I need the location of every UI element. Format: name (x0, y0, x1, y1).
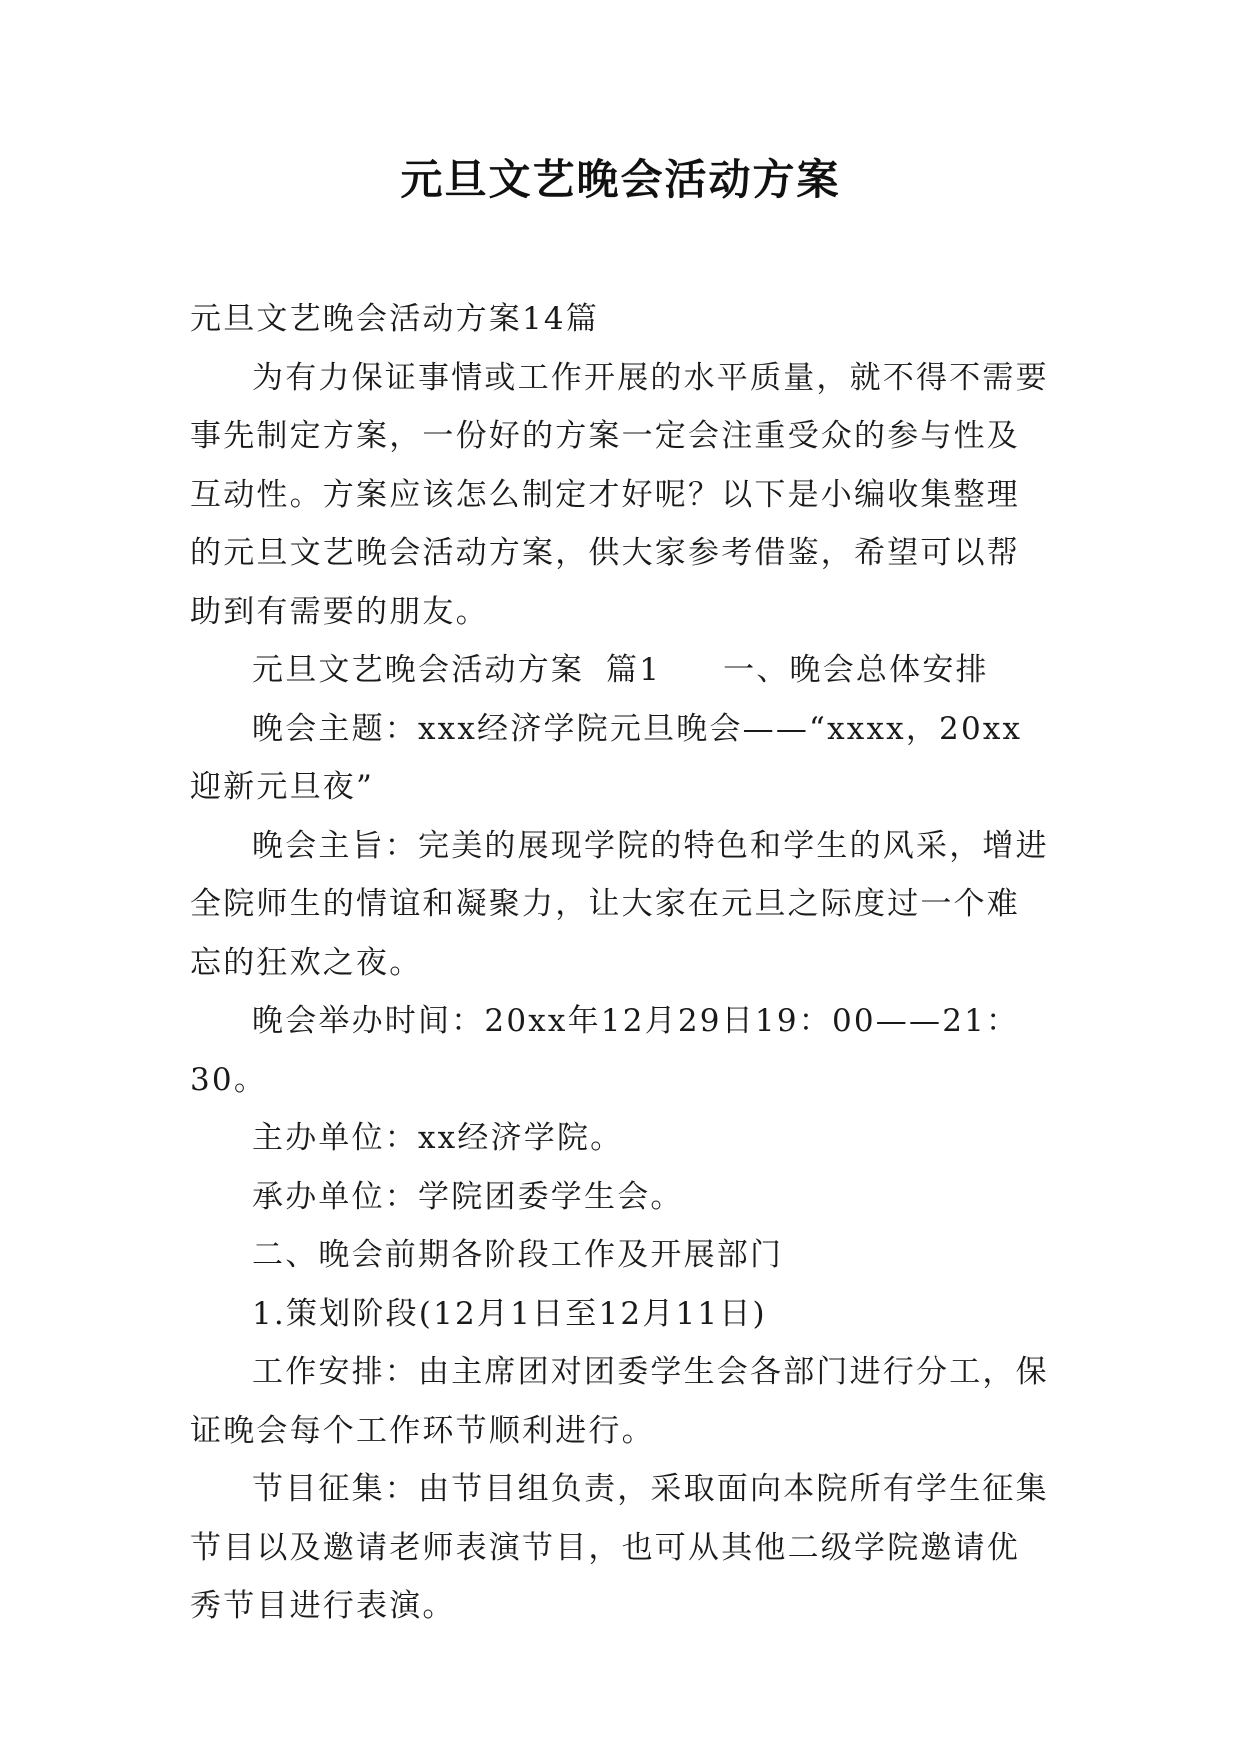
organizer-paragraph: 承办单位：学院团委学生会。 (252, 1178, 684, 1215)
program-collection-paragraph: 节目征集：由节目组负责，采取面向本院所有学生征集节目以及邀请老师表演节目，也可从其他二级学院邀请优秀节目进行表演。 (190, 1471, 1049, 1624)
section1-heading (190, 641, 1050, 700)
document-title: 元旦文艺晚会活动方案 (400, 155, 841, 204)
section1-heading-title: 元旦文艺晚会活动方案 (252, 652, 584, 688)
time-paragraph: 晚会举办时间：20xx年12月29日19：00——21：30。 (190, 1003, 1020, 1098)
section2-heading: 二、晚会前期各阶段工作及开展部门 (252, 1237, 784, 1273)
purpose-paragraph: 晚会主旨：完美的展现学院的特色和学生的风采，增进全院师生的情谊和凝聚力，让大家在元旦之际度过一个难忘的狂欢之夜。 (190, 827, 1049, 981)
theme-paragraph: 晚会主题：xxx经济学院元旦晚会——“xxxx，20xx迎新元旦夜” (190, 710, 1023, 805)
document-subtitle: 元旦文艺晚会活动方案14篇 (190, 301, 600, 337)
section1-heading-piece: 篇1 (606, 652, 662, 688)
document-body (190, 290, 1050, 1636)
section1-heading-subtitle: 一、晚会总体安排 (723, 652, 989, 688)
host-paragraph: 主办单位：xx经济学院。 (252, 1120, 624, 1156)
stage1-paragraph: 1.策划阶段(12月1日至12月11日) (252, 1295, 767, 1332)
work-arrangement-paragraph: 工作安排：由主席团对团委学生会各部门进行分工，保证晚会每个工作环节顺利进行。 (190, 1354, 1049, 1449)
intro-paragraph: 为有力保证事情或工作开展的水平质量，就不得不需要事先制定方案，一份好的方案一定会注重受众的参与性及互动性。方案应该怎么制定才好呢？以下是小编收集整理的元旦文艺晚会活动方案，供大家参考借鉴，希望可以帮助到有需要的朋友。 (190, 359, 1049, 630)
